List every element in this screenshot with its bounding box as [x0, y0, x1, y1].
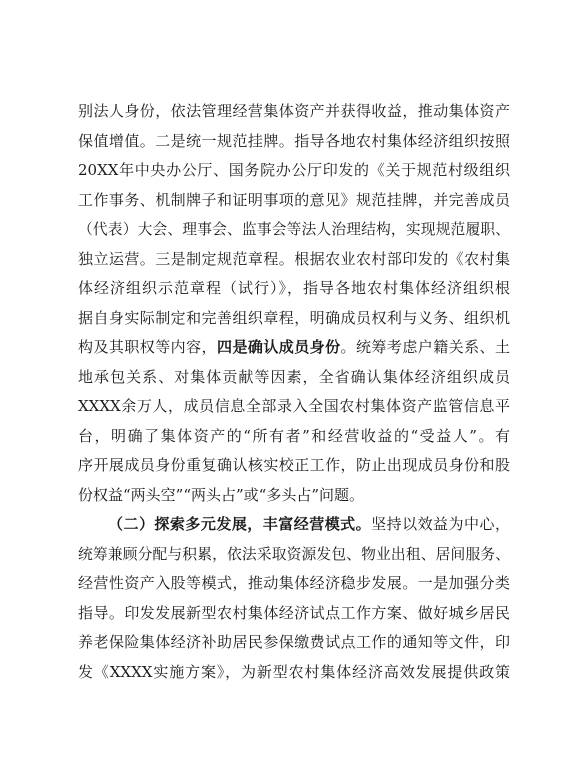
paragraph-line: 指导。印发发展新型农村集体经济试点工作方案、做好城乡居民: [78, 603, 510, 622]
paragraph-line: （代表）大会、理事会、监事会等法人治理结构，实现规范履职、: [78, 221, 510, 238]
bold-phrase: 四是确认成员身份: [217, 338, 341, 356]
line-segment: 构及其职权等内容，: [78, 338, 217, 356]
paragraph-line: 发《XXXX实施方案》，为新型农村集体经济高效发展提供政策: [78, 662, 510, 681]
paragraph-line: 独立运营。三是制定规范章程。根据农业农村部印发的《农村集: [78, 249, 510, 268]
section-heading-line: [78, 510, 510, 540]
paragraph-line: 序开展成员身份重复确认核实校正工作，防止出现成员身份和股: [78, 456, 510, 474]
section-heading: （二）探索多元发展，丰富经营模式。: [108, 515, 372, 533]
paragraph-line: XXXX余万人，成员信息全部录入全国农村集体资产监管信息平: [78, 397, 510, 415]
paragraph-line: 工作事务、机制牌子和证明事项的意见》规范挂牌，并完善成员: [78, 190, 510, 209]
paragraph-line: 别法人身份，依法管理经营集体资产并获得收益，推动集体资产: [78, 102, 510, 120]
paragraph-line: 保值增值。二是统一规范挂牌。指导各地农村集体经济组织按照: [78, 131, 510, 150]
paragraph-line: 20XX年中央办公厅、国务院办公厅印发的《关于规范村级组织: [78, 161, 510, 179]
paragraph-line: 统筹兼顾分配与积累，依法采取资源发包、物业出租、居间服务、: [78, 545, 510, 563]
paragraph-line: 台，明确了集体资产的“所有者”和经营收益的“受益人”。有: [78, 426, 510, 445]
paragraph-line: [78, 333, 510, 363]
body-text: [78, 97, 510, 687]
paragraph-line: 据自身实际制定和完善组织章程，明确成员权利与义务、组织机: [78, 308, 510, 327]
paragraph-line: 养老保险集体经济补助居民参保缴费试点工作的通知等文件，印: [78, 633, 510, 651]
paragraph-line: 份权益“两头空”“两头占”或“多头占”问题。: [78, 485, 365, 504]
paragraph-line: 地承包关系、对集体贡献等因素，全省确认集体经济组织成员: [78, 367, 510, 386]
line-segment: 。统筹考虑户籍关系、土: [340, 338, 510, 356]
paragraph-line: 体经济组织示范章程（试行）》，指导各地农村集体经济组织根: [78, 279, 510, 297]
line-segment: 坚持以效益为中心，: [371, 515, 510, 533]
paragraph-line: 经营性资产入股等模式，推动集体经济稳步发展。一是加强分类: [78, 574, 510, 592]
